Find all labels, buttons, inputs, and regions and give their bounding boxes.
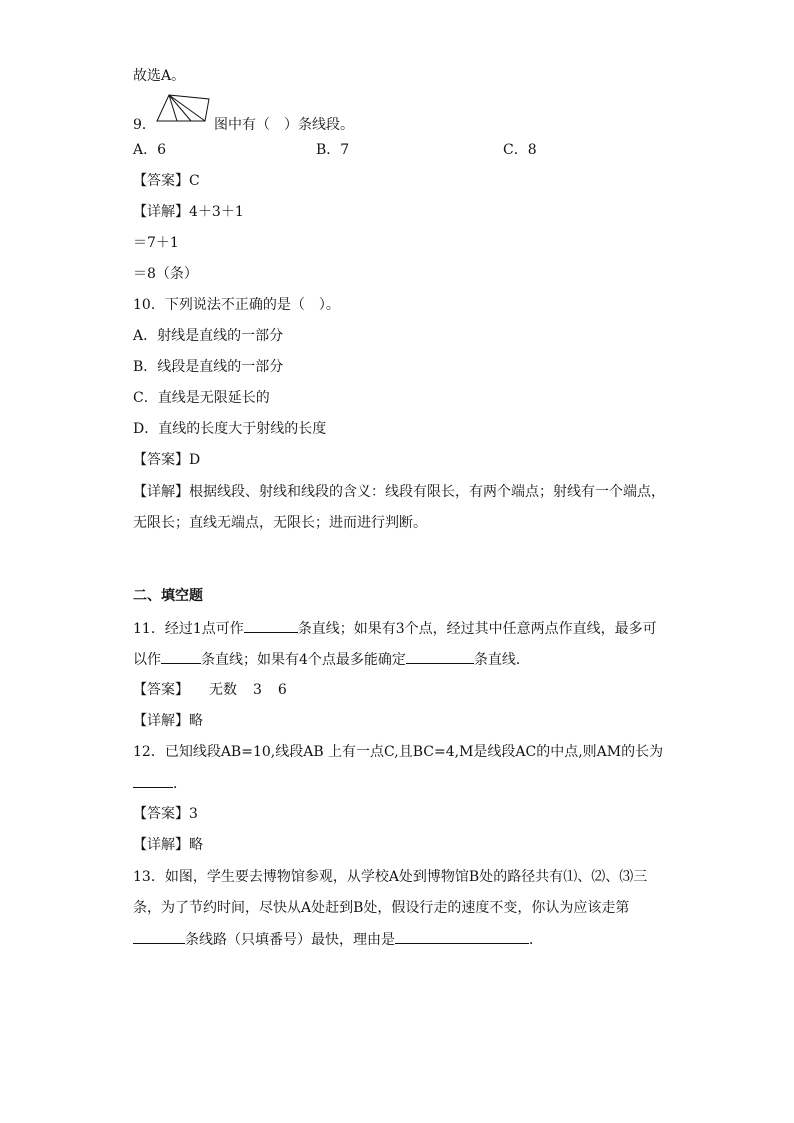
option-d: D．直线的长度大于射线的长度 [133, 421, 327, 437]
detail-line: 【详解】略 [133, 713, 203, 729]
question-11-line1 [133, 618, 657, 639]
fill-blank [244, 618, 298, 633]
fill-blank [133, 929, 185, 944]
q12-text: ． [173, 776, 187, 792]
answer-line: 【答案】3 [133, 806, 198, 822]
option-a: A．射线是直线的一部分 [133, 328, 284, 344]
q13-text: ． [529, 932, 543, 948]
detail-step: ＝7＋1 [133, 235, 179, 251]
detail-step: ＝8（条） [133, 266, 198, 282]
question-12-line1: 12．已知线段AB=10,线段AB 上有一点C,且BC=4,M是线段AC的中点,则AM的长为 [133, 744, 664, 760]
text-line: 故选A。 [133, 68, 186, 84]
answer-line: 【答案】D [133, 452, 201, 468]
q11-text: 条直线；如果有4个点最多能确定 [201, 652, 406, 668]
question-13-line1: 13．如图，学生要去博物馆参观，从学校A处到博物馆B处的路径共有⑴、⑵、⑶三 [133, 869, 648, 885]
option-a: A．6 [133, 142, 167, 158]
q11-text: 以作 [133, 652, 161, 668]
fill-blank [133, 773, 173, 788]
detail-line: 【详解】略 [133, 837, 203, 853]
question-9-text: 图中有（ ）条线段。 [214, 117, 354, 133]
answer-value: 6 [277, 682, 287, 698]
answer-line [133, 680, 287, 700]
detail-line: 【详解】4＋3＋1 [133, 204, 244, 220]
fill-blank [395, 929, 529, 944]
question-13-line2: 条，为了节约时间，尽快从A处赶到B处，假设行走的速度不变，你认为应该走第 [133, 900, 630, 916]
question-10: 10．下列说法不正确的是（ ）。 [133, 297, 340, 313]
answer-value: 无数 [209, 682, 237, 698]
detail-line: 无限长；直线无端点，无限长；进而进行判断。 [133, 515, 427, 531]
question-11-line2 [133, 649, 530, 670]
question-13-line3 [133, 929, 543, 950]
option-c: C．直线是无限延长的 [133, 390, 270, 406]
section-heading: 二、填空题 [133, 588, 203, 604]
fill-blank [406, 649, 474, 664]
answer-line: 【答案】C [133, 173, 200, 189]
option-b: B．线段是直线的一部分 [133, 359, 284, 375]
detail-line: 【详解】根据线段、射线和线段的含义：线段有限长，有两个端点；射线有一个端点， [133, 484, 665, 500]
fill-blank [161, 649, 201, 664]
answer-value: 3 [253, 682, 262, 698]
line-segment-figure [155, 93, 213, 123]
option-c: C．8 [503, 142, 537, 158]
question-9-number: 9． [133, 117, 156, 133]
q13-text: 条线路（只填番号）最快，理由是 [185, 932, 395, 948]
q11-text: 条直线． [473, 652, 530, 668]
q11-text: 条直线；如果有3个点，经过其中任意两点作直线，最多可 [297, 621, 657, 637]
question-12-line2 [133, 773, 187, 794]
option-b: B．7 [316, 142, 350, 158]
answer-label: 【答案】 [133, 682, 189, 698]
q11-text: 11．经过1点可作 [133, 621, 244, 637]
